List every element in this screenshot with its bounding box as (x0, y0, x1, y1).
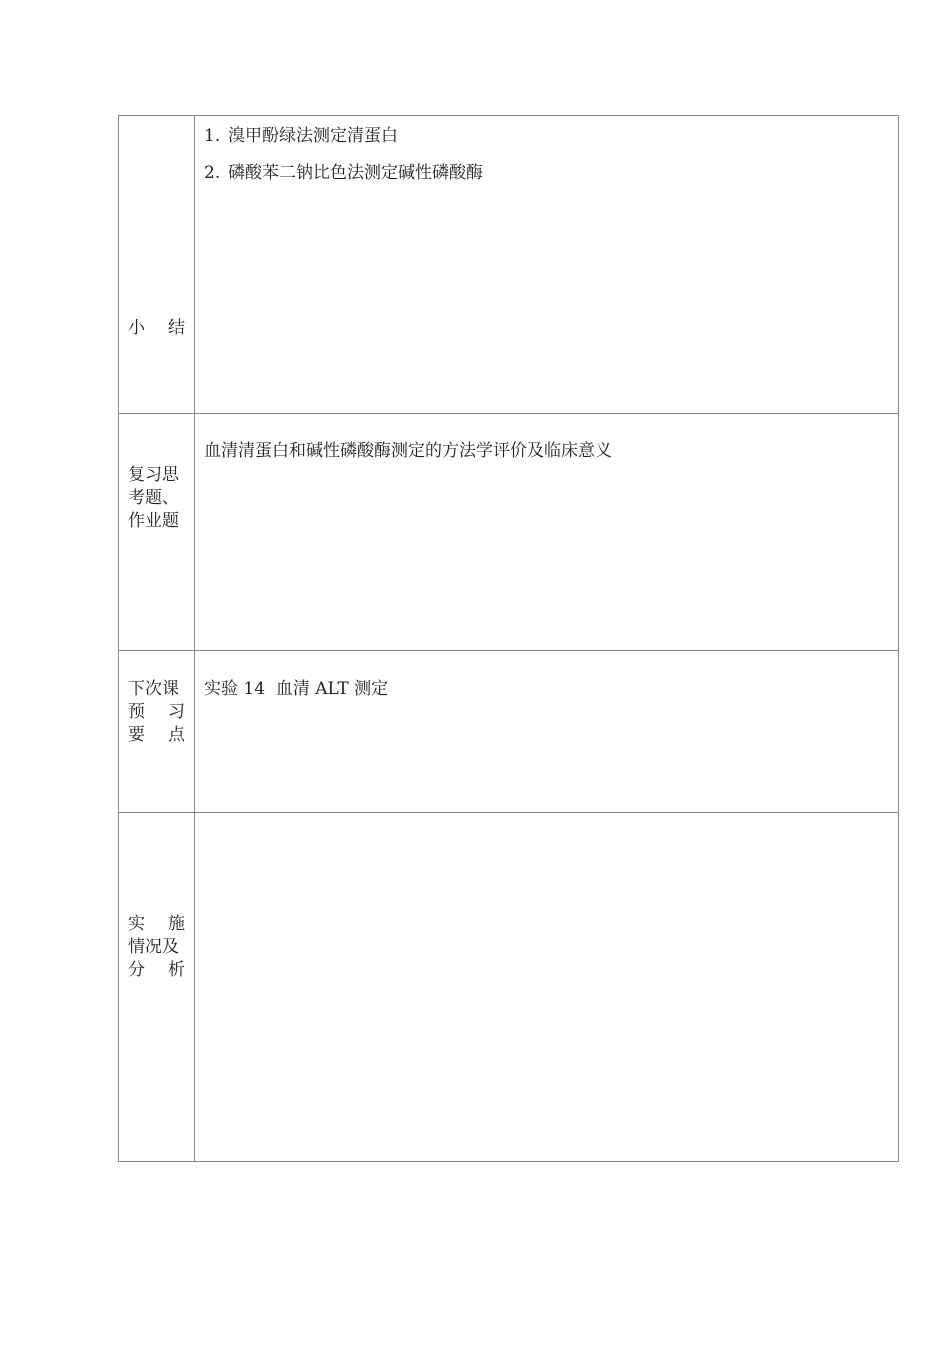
next-lesson-text: 实验 14 血清 ALT 测定 (204, 679, 389, 699)
review-row (119, 414, 899, 651)
summary-label (128, 317, 185, 340)
review-content-cell (195, 414, 899, 651)
next-lesson-row (119, 651, 899, 813)
next-lesson-label-cell (119, 651, 195, 813)
summary-label-cell (119, 116, 195, 414)
implementation-label-cell (119, 813, 195, 1162)
review-label-line: 复习思 (128, 465, 179, 485)
review-label-line: 考题、 (128, 488, 179, 508)
implementation-label-char: 分 (128, 960, 145, 980)
implementation-label-line: 情况及 (128, 937, 179, 957)
summary-list-item (204, 162, 888, 184)
summary-row (119, 116, 899, 414)
list-item-text: 溴甲酚绿法测定清蛋白 (228, 126, 398, 146)
implementation-row (119, 813, 899, 1162)
implementation-label-char: 施 (168, 914, 185, 934)
review-text: 血清清蛋白和碱性磷酸酶测定的方法学评价及临床意义 (204, 441, 612, 461)
review-label-line: 作业题 (128, 511, 179, 531)
summary-list-item (204, 125, 888, 147)
implementation-label-char: 实 (128, 914, 145, 934)
summary-label-char-1: 小 (128, 318, 145, 338)
next-lesson-content-cell (195, 651, 899, 813)
list-item-number: 2. (204, 163, 221, 183)
list-item-text: 磷酸苯二钠比色法测定碱性磷酸酶 (228, 163, 483, 183)
implementation-content-cell (195, 813, 899, 1162)
lesson-plan-table (118, 115, 899, 1162)
implementation-label-char: 析 (168, 960, 185, 980)
review-label (128, 464, 185, 533)
implementation-label (128, 913, 185, 982)
next-lesson-label-char: 习 (168, 702, 185, 722)
summary-content-cell (195, 116, 899, 414)
next-lesson-label-char: 预 (128, 702, 145, 722)
next-lesson-label-char: 要 (128, 725, 145, 745)
next-lesson-label-line: 下次课 (128, 679, 179, 699)
list-item-number: 1. (204, 126, 221, 146)
summary-list (204, 125, 888, 199)
review-label-cell (119, 414, 195, 651)
next-lesson-label (128, 678, 185, 747)
summary-label-char-2: 结 (168, 318, 185, 338)
next-lesson-label-char: 点 (168, 725, 185, 745)
